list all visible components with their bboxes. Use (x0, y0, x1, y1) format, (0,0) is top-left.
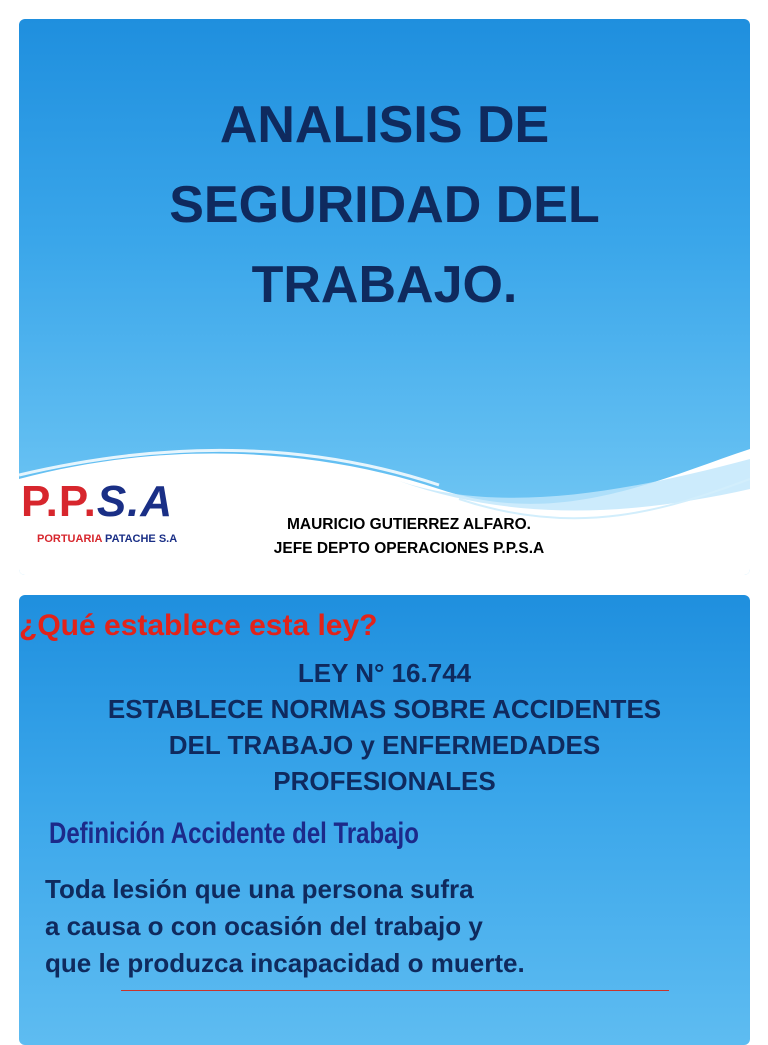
author-name: MAURICIO GUTIERREZ ALFARO. (287, 516, 531, 533)
title-line: ANALISIS DE (219, 96, 550, 154)
logo-mark-blue: S.A (96, 477, 174, 526)
title-line: TRABAJO. (251, 256, 518, 314)
ppsa-logo (21, 477, 201, 557)
author-block (209, 513, 609, 561)
logo-subtitle (21, 533, 201, 545)
logo-sub-red: PORTUARIA (37, 533, 106, 545)
law-description (19, 655, 750, 799)
logo-mark-red: P.P. (21, 477, 97, 526)
slide-title (19, 85, 750, 325)
logo-mark (21, 477, 201, 527)
definition-body (45, 871, 525, 982)
logo-sub-blue: PATACHE S.A (105, 533, 178, 545)
definition-line: que le produzca incapacidad o muerte. (45, 948, 525, 978)
law-line: PROFESIONALES (273, 766, 496, 796)
law-line: LEY N° 16.744 (297, 658, 472, 688)
divider-line (121, 990, 669, 991)
law-slide (19, 595, 750, 1045)
author-role: JEFE DEPTO OPERACIONES P.P.S.A (273, 540, 545, 557)
law-line: DEL TRABAJO y ENFERMEDADES (168, 730, 601, 760)
definition-line: a causa o con ocasión del trabajo y (45, 911, 483, 941)
definition-line: Toda lesión que una persona sufra (45, 874, 474, 904)
question-heading: ¿Qué establece esta ley? (19, 609, 378, 642)
title-line: SEGURIDAD DEL (169, 176, 600, 234)
definition-title: Definición Accidente del Trabajo (49, 817, 419, 850)
title-slide (19, 19, 750, 575)
law-line: ESTABLECE NORMAS SOBRE ACCIDENTES (107, 694, 662, 724)
